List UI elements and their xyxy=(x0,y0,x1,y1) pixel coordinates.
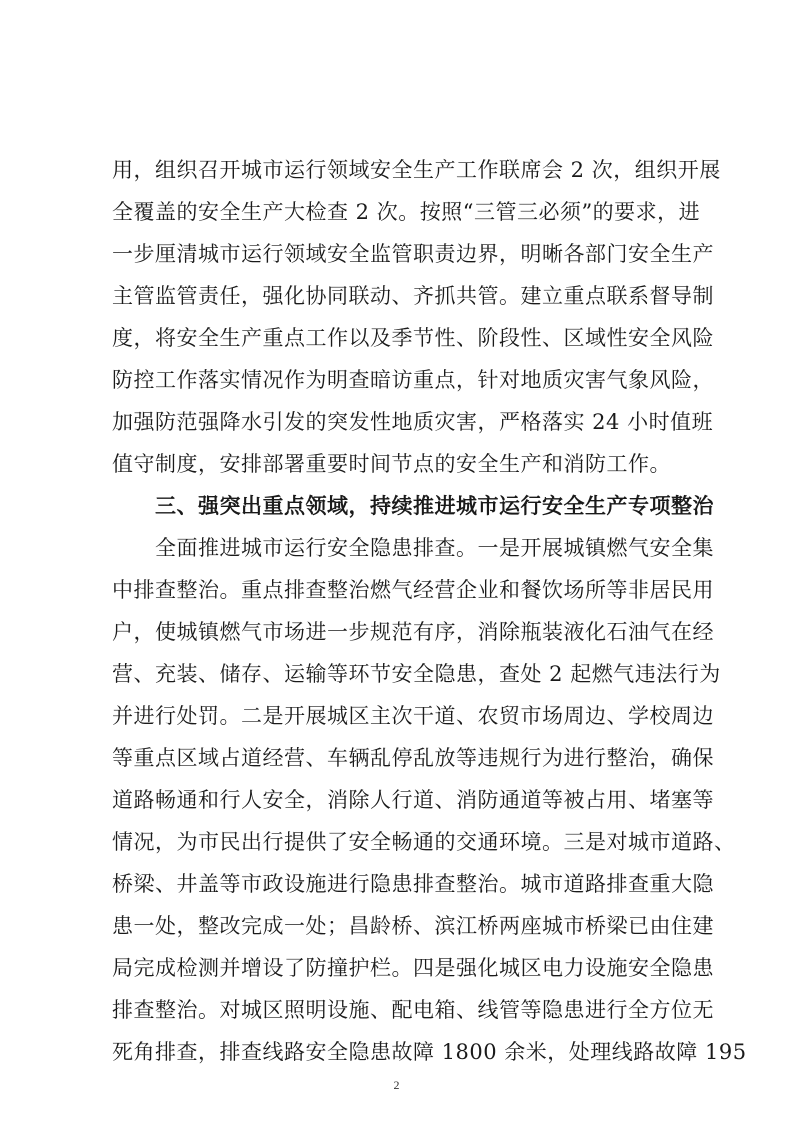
text-line: 桥梁、井盖等市政设施进行隐患排查整治。城市道路排查重大隐 xyxy=(112,872,714,896)
text-line: 度，将安全生产重点工作以及季节性、阶段性、区域性安全风险 xyxy=(112,326,714,350)
text-line: 死角排查，排查线路安全隐患故障 1800 余米，处理线路故障 195 xyxy=(112,1040,747,1064)
text-line: 等重点区域占道经营、车辆乱停乱放等违规行为进行整治，确保 xyxy=(112,746,714,770)
text-line: 并进行处罚。二是开展城区主次干道、农贸市场周边、学校周边 xyxy=(112,704,714,728)
text-line: 加强防范强降水引发的突发性地质灾害，严格落实 24 小时值班 xyxy=(112,410,714,434)
text-line: 情况，为市民出行提供了安全畅通的交通环境。三是对城市道路、 xyxy=(112,830,736,854)
text-line: 值守制度，安排部署重要时间节点的安全生产和消防工作。 xyxy=(112,452,671,476)
text-line: 中排查整治。重点排查整治燃气经营企业和餐饮场所等非居民用 xyxy=(112,578,714,602)
text-line: 局完成检测并增设了防撞护栏。四是强化城区电力设施安全隐患 xyxy=(112,956,714,980)
text-line: 主管监管责任，强化协同联动、齐抓共管。建立重点联系督导制 xyxy=(112,284,714,308)
text-line: 全面推进城市运行安全隐患排查。一是开展城镇燃气安全集 xyxy=(155,536,714,560)
text-line: 全覆盖的安全生产大检查 2 次。按照“三管三必须”的要求，进 xyxy=(112,200,701,224)
section-heading: 三、强突出重点领域，持续推进城市运行安全生产专项整治 xyxy=(155,494,714,518)
text-line: 排查整治。对城区照明设施、配电箱、线管等隐患进行全方位无 xyxy=(112,998,714,1022)
text-line: 防控工作落实情况作为明查暗访重点，针对地质灾害气象风险， xyxy=(112,368,714,392)
text-line: 营、充装、储存、运输等环节安全隐患，查处 2 起燃气违法行为 xyxy=(112,662,721,686)
text-line: 道路畅通和行人安全，消除人行道、消防通道等被占用、堵塞等 xyxy=(112,788,714,812)
text-line: 患一处，整改完成一处；昌龄桥、滨江桥两座城市桥梁已由住建 xyxy=(112,914,714,938)
text-line: 用，组织召开城市运行领域安全生产工作联席会 2 次，组织开展 xyxy=(112,158,721,182)
text-line: 一步厘清城市运行领域安全监管职责边界，明晰各部门安全生产 xyxy=(112,242,714,266)
page-number: 2 xyxy=(393,1078,400,1092)
text-line: 户，使城镇燃气市场进一步规范有序，消除瓶装液化石油气在经 xyxy=(112,620,714,644)
